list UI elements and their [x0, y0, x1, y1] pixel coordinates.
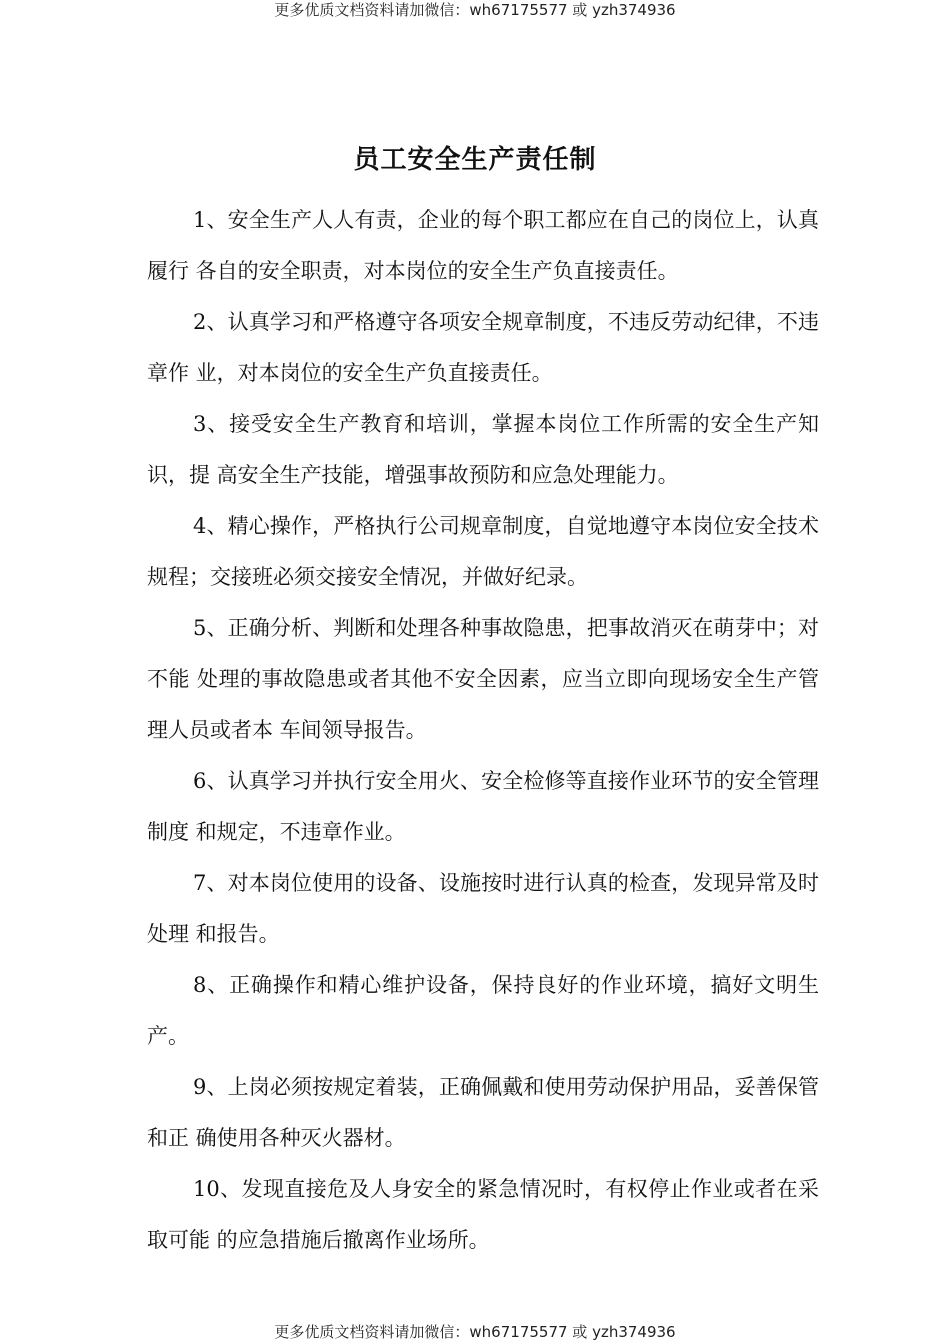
paragraph-7: 7、对本岗位使用的设备、设施按时进行认真的检查，发现异常及时处理 和报告。: [147, 871, 819, 946]
paragraph-2: 2、认真学习和严格遵守各项安全规章制度，不违反劳动纪律，不违章作 业，对本岗位的安全生产负直接责任。: [147, 310, 819, 385]
paragraph-5: 5、正确分析、判断和处理各种事故隐患，把事故消灭在萌芽中；对不能 处理的事故隐患或者其他不安全因素，应当立即向现场安全生产管理人员或者本 车间领导报告。: [147, 616, 819, 742]
bottom-banner: 更多优质文档资料请加微信：wh67175577 或 yzh374936: [274, 1323, 676, 1341]
paragraph-9: 9、上岗必须按规定着装，正确佩戴和使用劳动保护用品，妥善保管和正 确使用各种灭火器材。: [147, 1075, 819, 1150]
paragraph-6: 6、认真学习并执行安全用火、安全检修等直接作业环节的安全管理制度 和规定，不违章作业。: [147, 769, 819, 844]
top-banner: 更多优质文档资料请加微信：wh67175577 或 yzh374936: [274, 1, 676, 19]
document-title: 员工安全生产责任制: [353, 145, 597, 175]
paragraph-8: 8、正确操作和精心维护设备，保持良好的作业环境，搞好文明生产。: [147, 973, 819, 1048]
paragraph-10: 10、发现直接危及人身安全的紧急情况时，有权停止作业或者在采取可能 的应急措施后撤离作业场所。: [147, 1177, 819, 1252]
paragraph-4: 4、精心操作，严格执行公司规章制度，自觉地遵守本岗位安全技术规程；交接班必须交接安全情况，并做好纪录。: [147, 514, 819, 589]
paragraph-1: 1、安全生产人人有责，企业的每个职工都应在自己的岗位上，认真履行 各自的安全职责，对本岗位的安全生产负直接责任。: [147, 208, 819, 283]
document-body: [147, 195, 819, 1266]
paragraph-3: 3、接受安全生产教育和培训，掌握本岗位工作所需的安全生产知识，提 高安全生产技能，增强事故预防和应急处理能力。: [147, 412, 819, 487]
